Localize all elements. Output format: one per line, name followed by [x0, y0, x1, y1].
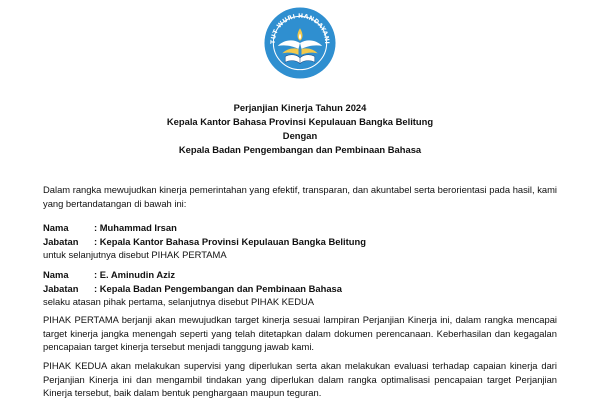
title-line-4: Kepala Badan Pengembangan dan Pembinaan Bahasa — [178, 144, 422, 155]
party-two-name-row — [43, 268, 557, 282]
party-one-name-row — [43, 221, 557, 235]
party-two-name-label: Nama — [43, 269, 69, 280]
title-line-1: Perjanjian Kinerja Tahun 2024 — [233, 102, 367, 113]
paragraph-pihak-pertama: PIHAK PERTAMA berjanji akan mewujudkan target kinerja sesuai lampiran Perjanjian Kinerja ini, dalam rangka mencapai target kinerja jangka menengah seperti yang telah ditetapkan dalam dokumen perencanaan. Keberhasilan dan kegagalan pencapaian target kinerja tersebut menjadi tanggung jawab kami. — [43, 314, 557, 352]
intro-paragraph: Dalam rangka mewujudkan kinerja pemerintahan yang efektif, transparan, dan akuntabel serta berorientasi pada hasil, kami yang bertandatangan di bawah ini: — [43, 184, 557, 209]
title-line-3: Dengan — [282, 130, 318, 141]
party-one-block — [43, 221, 557, 262]
party-two-position-label: Jabatan — [43, 282, 79, 294]
party-one-note: untuk selanjutnya disebut PIHAK PERTAMA — [43, 249, 227, 260]
party-two-block — [43, 268, 557, 309]
party-one-position-label: Jabatan — [43, 235, 79, 247]
party-two-position-row — [43, 282, 557, 296]
title-line-2: Kepala Kantor Bahasa Provinsi Kepulauan Bangka Belitung — [166, 116, 434, 127]
paragraph-pihak-kedua: PIHAK KEDUA akan melakukan supervisi yang diperlukan serta akan melakukan evaluasi terhadap capaian kinerja dari Perjanjian Kinerja ini dan mengambil tindakan yang diperlukan dalam rangka optimalisasi pencapaian target Perjanjian Kinerja tersebut, baik dalam bentuk penghargaan maupun teguran. — [43, 360, 557, 398]
document-title — [0, 101, 600, 157]
party-two-position-value: : Kepala Badan Pengembangan dan Pembinaan Bahasa — [94, 282, 342, 294]
tut-wuri-handayani-emblem-icon — [263, 6, 337, 80]
party-one-position-row — [43, 235, 557, 249]
party-one-position-value: : Kepala Kantor Bahasa Provinsi Kepulauan Bangka Belitung — [94, 235, 366, 247]
party-one-name-value: : Muhammad Irsan — [94, 222, 177, 233]
party-two-name-value: : E. Aminudin Aziz — [94, 269, 176, 280]
logo-motto: TUT WURI HANDAYANI — [269, 12, 331, 45]
party-one-name-label: Nama — [43, 222, 69, 233]
party-two-note: selaku atasan pihak pertama, selanjutnya disebut PIHAK KEDUA — [43, 296, 314, 307]
